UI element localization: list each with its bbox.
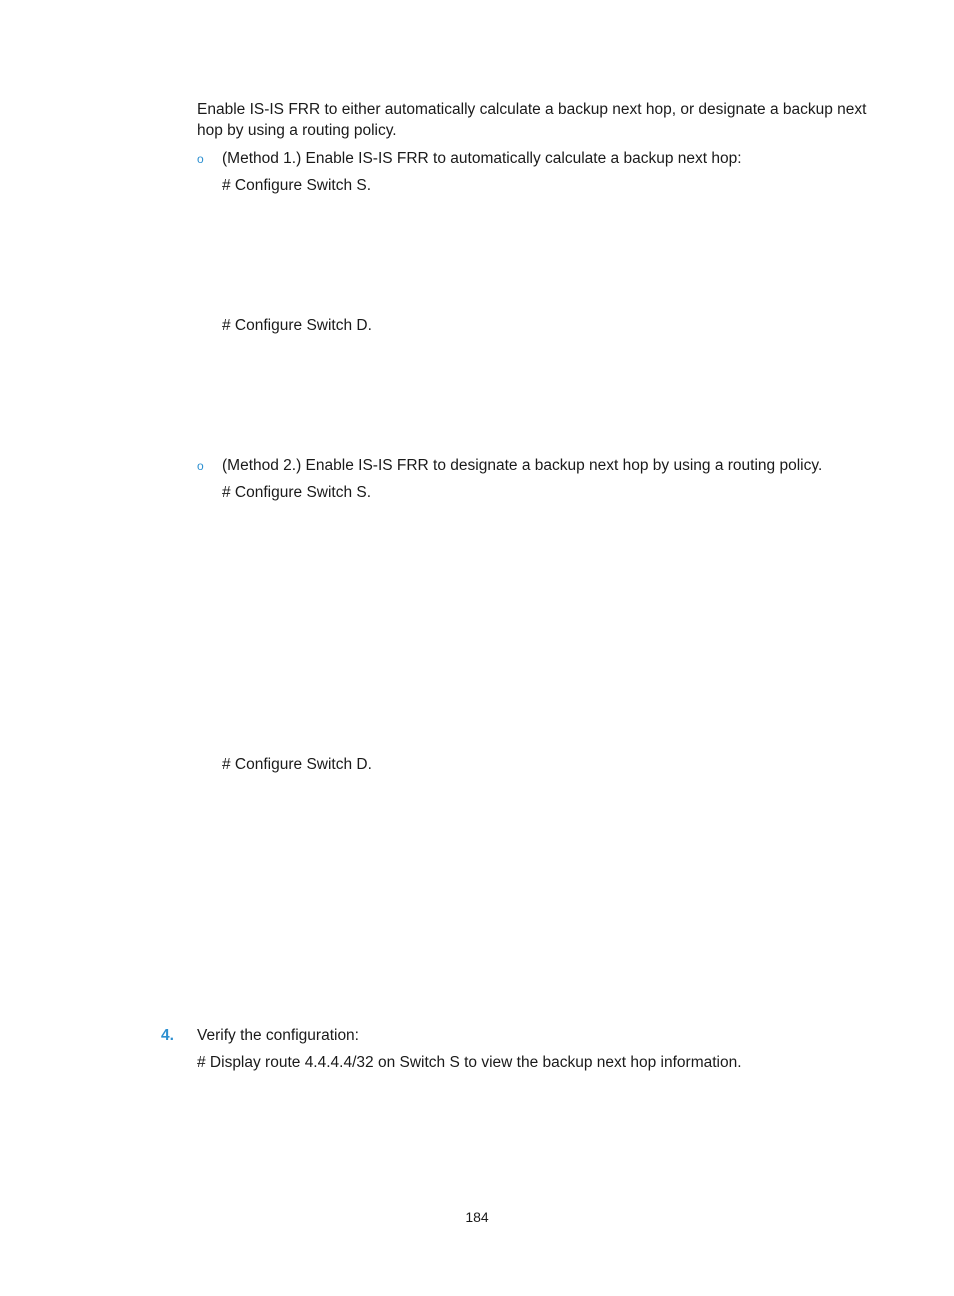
- page-number: 184: [465, 1209, 489, 1225]
- bullet-icon: o: [197, 152, 204, 166]
- method-1-configure-switch-d: # Configure Switch D.: [222, 317, 372, 334]
- method-2-title: (Method 2.) Enable IS-IS FRR to designate a backup next hop by using a routing policy.: [222, 457, 823, 474]
- method-2-configure-switch-d: # Configure Switch D.: [222, 756, 372, 773]
- step-4-number: 4.: [161, 1027, 174, 1044]
- method-1-configure-switch-s: # Configure Switch S.: [222, 177, 372, 194]
- bullet-icon: o: [197, 459, 204, 473]
- intro-paragraph: Enable IS-IS FRR to either automatically calculate a backup next hop, or designate a backup next hop by using a routing policy.: [197, 101, 867, 139]
- method-2-configure-switch-s: # Configure Switch S.: [222, 484, 372, 501]
- method-1-title: (Method 1.) Enable IS-IS FRR to automatically calculate a backup next hop:: [222, 150, 742, 167]
- step-4-detail: # Display route 4.4.4.4/32 on Switch S to view the backup next hop information.: [197, 1054, 742, 1071]
- step-4-title: Verify the configuration:: [197, 1027, 359, 1044]
